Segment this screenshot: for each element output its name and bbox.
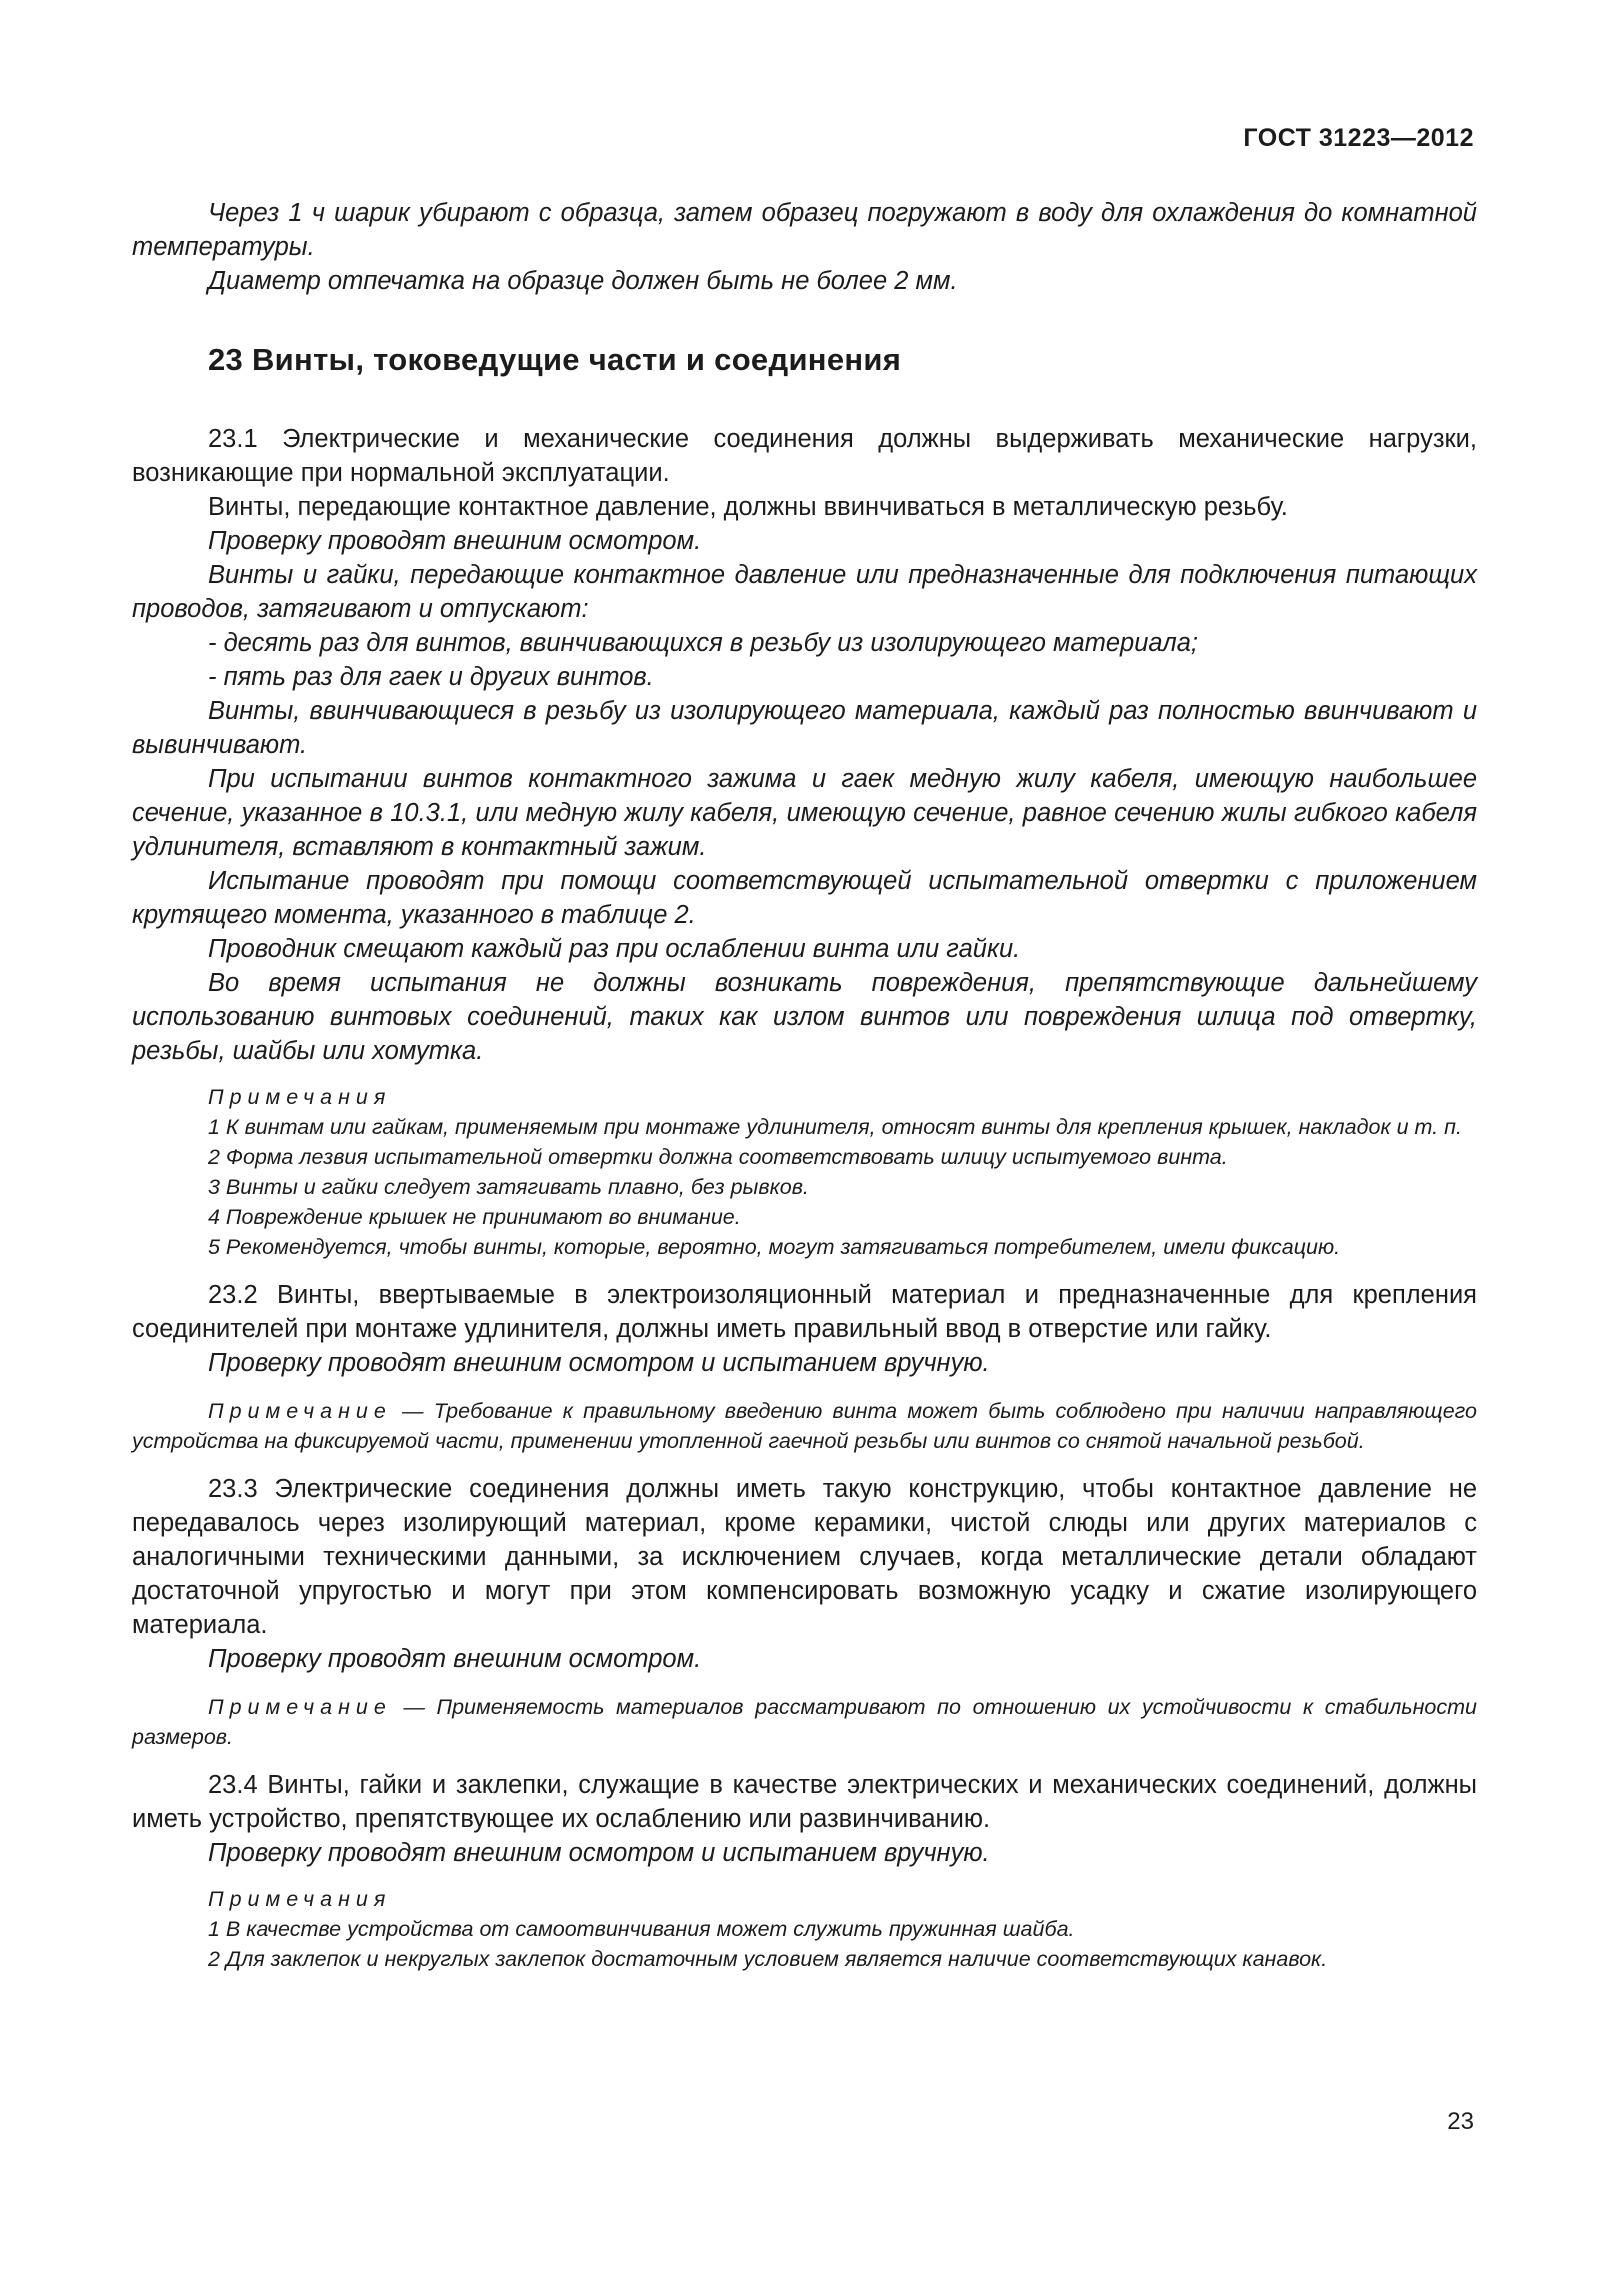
- note-text: — Применяемость материалов рассматривают по отношению их устойчивости к стабильности размеров.: [132, 1695, 1477, 1749]
- clause-23-4-p2: Проверку проводят внешним осмотром и испытанием вручную.: [208, 1839, 990, 1867]
- page-content: [132, 196, 1477, 1974]
- document-header: ГОСТ 31223—2012: [1243, 124, 1474, 152]
- clause-23-1-p8: При испытании винтов контактного зажима и гаек медную жилу кабеля, имеющую наибольшее сечение, указанное в 10.3.1, или медную жилу кабеля, имеющую сечение, равное сечению жилы гибкого кабеля удлинителя, вставляют в контактный зажим.: [132, 765, 1477, 861]
- intro-paragraph-1: Через 1 ч шарик убирают с образца, затем образец погружают в воду для охлаждения до комнатной температуры.: [132, 199, 1477, 261]
- clause-23-3-p2: Проверку проводят внешним осмотром.: [208, 1645, 702, 1673]
- clause-23-1-p4: Винты и гайки, передающие контактное давление или предназначенные для подключения питающих проводов, затягивают и отпускают:: [132, 561, 1477, 623]
- clause-23-3-p1: 23.3 Электрические соединения должны иметь такую конструкцию, чтобы контактное давление не передавалось через изолирующий материал, кроме керамики, чистой слюды или других материалов с аналогичными техническими данными, за исключением случаев, когда металлические детали обладают достаточной упругостью и могут при этом компенсировать возможную усадку и сжатие изолирующего материала.: [132, 1475, 1477, 1639]
- clause-23-2-p1: 23.2 Винты, ввертываемые в электроизоляционный материал и предназначенные для крепления соединителей при монтаже удлинителя, должны иметь правильный ввод в отверстие или гайку.: [132, 1281, 1477, 1343]
- notes-heading: Примечания: [208, 1887, 392, 1911]
- note-2: 2 Форма лезвия испытательной отвертки должна соответствовать шлицу испытуемого винта.: [208, 1145, 1228, 1169]
- note-5: 5 Рекомендуется, чтобы винты, которые, вероятно, могут затягиваться потребителем, имели фиксацию.: [208, 1235, 1341, 1259]
- clause-23-1-p10: Проводник смещают каждый раз при ослаблении винта или гайки.: [208, 935, 1021, 963]
- clause-23-1-p3: Проверку проводят внешним осмотром.: [208, 527, 702, 555]
- note-label: Примечание: [208, 1695, 392, 1719]
- clause-23-1-p2: Винты, передающие контактное давление, должны ввинчиваться в металлическую резьбу.: [208, 493, 1288, 521]
- page-number: 23: [1447, 2108, 1474, 2135]
- note-3: 3 Винты и гайки следует затягивать плавно, без рывков.: [208, 1175, 809, 1199]
- clause-23-1-p11: Во время испытания не должны возникать повреждения, препятствующие дальнейшему использованию винтовых соединений, таких как излом винтов или повреждения шлица под отвертку, резьбы, шайбы или хомутка.: [132, 969, 1477, 1065]
- clause-23-2: [132, 1278, 1477, 1456]
- clause-23-1-p6: - пять раз для гаек и других винтов.: [208, 663, 654, 691]
- clause-23-3: [132, 1472, 1477, 1752]
- note-text: — Требование к правильному введению винта может быть соблюдено при наличии направляющего устройства на фиксируемой части, применении утопленной гаечной резьбы или винтов со снятой начальной резьбой.: [132, 1399, 1477, 1453]
- clause-23-1-p5: - десять раз для винтов, ввинчивающихся в резьбу из изолирующего материала;: [208, 629, 1198, 657]
- clause-23-2-p2: Проверку проводят внешним осмотром и испытанием вручную.: [208, 1349, 990, 1377]
- note-label: Примечание: [208, 1399, 392, 1423]
- clause-23-4-p1: 23.4 Винты, гайки и заклепки, служащие в качестве электрических и механических соединений, должны иметь устройство, препятствующее их ослаблению или развинчиванию.: [132, 1771, 1477, 1833]
- clause-23-3-note: [132, 1692, 1477, 1752]
- clause-23-4: [132, 1768, 1477, 1974]
- note-4: 4 Повреждение крышек не принимают во внимание.: [208, 1205, 741, 1229]
- clause-23-1-p7: Винты, ввинчивающиеся в резьбу из изолирующего материала, каждый раз полностью ввинчивают и вывинчивают.: [132, 697, 1477, 759]
- clause-23-1-p1: 23.1 Электрические и механические соединения должны выдерживать механические нагрузки, возникающие при нормальной эксплуатации.: [132, 425, 1477, 487]
- section-title: 23 Винты, токоведущие части и соединения: [208, 342, 902, 377]
- note-1: 1 К винтам или гайкам, применяемым при монтаже удлинителя, относят винты для крепления крышек, накладок и т. п.: [208, 1115, 1462, 1139]
- clause-23-1-p9: Испытание проводят при помощи соответствующей испытательной отвертки с приложением крутящего момента, указанного в таблице 2.: [132, 867, 1477, 929]
- note-1: 1 В качестве устройства от самоотвинчивания может служить пружинная шайба.: [208, 1917, 1075, 1941]
- notes-heading: Примечания: [208, 1085, 392, 1109]
- intro-paragraph-2: Диаметр отпечатка на образце должен быть не более 2 мм.: [208, 267, 958, 295]
- note-2: 2 Для заклепок и некруглых заклепок достаточным условием является наличие соответствующих канавок.: [208, 1947, 1328, 1971]
- clause-23-1: [132, 422, 1477, 1262]
- clause-23-2-note: [132, 1396, 1477, 1456]
